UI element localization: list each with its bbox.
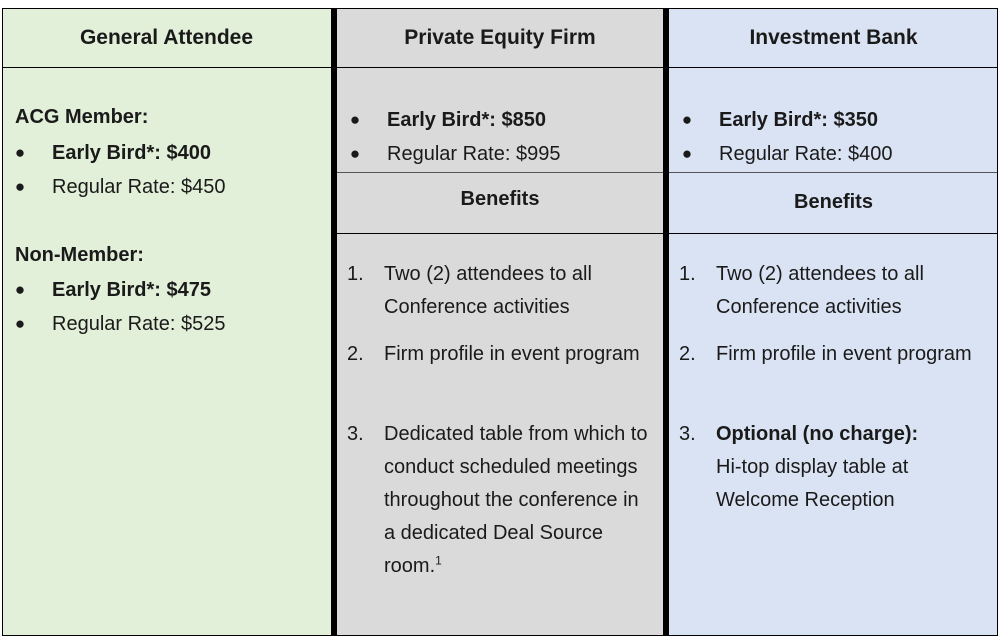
investment-bank-header: Investment Bank [669,8,998,68]
bullet-icon: ● [349,144,361,163]
pe-benefits-title: Benefits [460,188,540,210]
ib-benefits-divider [669,233,998,234]
bullet-icon: ● [14,280,26,299]
private-equity-column: Private Equity Firm ● Early Bird*: $850 ● Regular Rate: $995 Benefits 1. Two (2) attendees to all Conference activities 2. Firm profile in event program 3. Dedicated table from which to conduct scheduled meetings throughout the conference in a dedicated Deal Source room.$^1$ [337,8,663,636]
bullet-icon: ● [681,144,693,163]
general-attendee-column: General Attendee ACG Member: ● Early Bird*: $400 ● Regular Rate: $450 Non-Member: ● Early Bird*: $475 ● Regular Rate: $525 [2,8,331,636]
investment-bank-column: Investment Bank ● Early Bird*: $350 ● Regular Rate: $400 Benefits 1. Two (2) attendees to all Conference activities 2. Firm profile in event program 3. Optional (no charge): Hi-top display table at Welcome Reception [669,8,998,636]
column-separator [663,8,669,636]
non-member-label: Non-Member: [15,244,144,266]
footnote-marker: 1 [435,553,442,568]
bullet-icon: ● [349,110,361,129]
bullet-icon: ● [14,143,26,162]
private-equity-header: Private Equity Firm [337,8,663,68]
pe-benefits-divider [337,233,663,234]
column-separator [331,8,337,636]
ib-divider [669,172,998,173]
bullet-icon: ● [681,110,693,129]
general-attendee-header: General Attendee [2,8,331,68]
ib-benefits-title: Benefits [794,191,873,213]
acg-member-label: ACG Member: [15,106,149,128]
bullet-icon: ● [14,314,26,333]
pe-divider [337,172,663,173]
bullet-icon: ● [14,177,26,196]
